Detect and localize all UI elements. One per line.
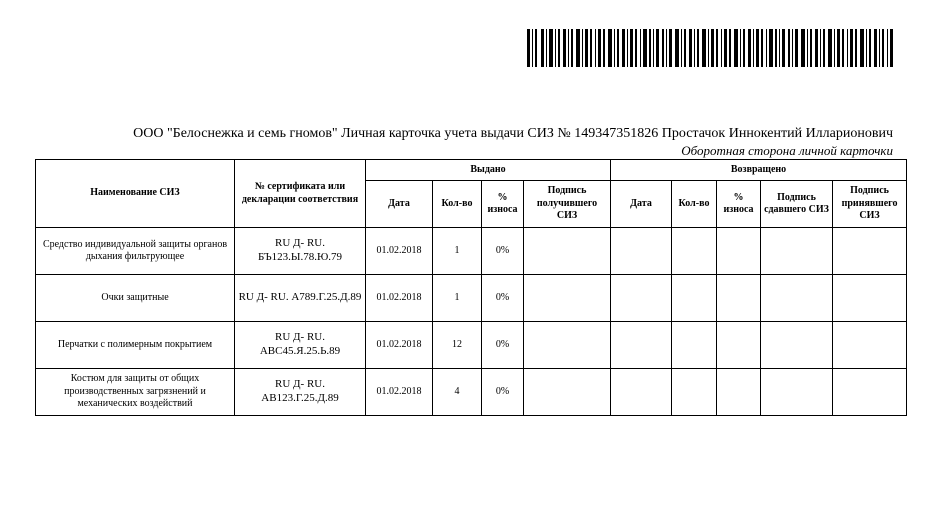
receiver-signature-cell (833, 275, 907, 322)
giver-signature-cell (761, 275, 833, 322)
issued-signature-cell (524, 369, 611, 416)
returned-date-cell (611, 322, 672, 369)
issued-wear: 0% (482, 275, 524, 322)
issued-qty: 1 (433, 228, 482, 275)
receiver-signature-cell (833, 369, 907, 416)
returned-qty-cell (672, 322, 717, 369)
returned-wear-cell (717, 322, 761, 369)
table-row (36, 228, 907, 275)
certificate-number: RU Д- RU. БЪ123.Ы.78.Ю.79 (235, 228, 366, 275)
col-header-cert: № сертификата или декларации соответствия (235, 160, 366, 228)
issued-date: 01.02.2018 (366, 322, 433, 369)
ppe-name: Костюм для защиты от общих производственных загрязнений и механических воздействий (36, 369, 235, 416)
returned-date-cell (611, 228, 672, 275)
col-header-name: Наименование СИЗ (36, 160, 235, 228)
returned-wear-cell (717, 228, 761, 275)
certificate-number: RU Д- RU. АВС45.Я.25.Ь.89 (235, 322, 366, 369)
issued-signature-cell (524, 322, 611, 369)
col-header-returned-date: Дата (611, 181, 672, 228)
issued-date: 01.02.2018 (366, 228, 433, 275)
issued-qty: 4 (433, 369, 482, 416)
card-title: ООО "Белоснежка и семь гномов" Личная карточка учета выдачи СИЗ № 149347351826 Простачок Иннокентий Илларионович (133, 126, 893, 141)
issued-date: 01.02.2018 (366, 369, 433, 416)
returned-date-cell (611, 275, 672, 322)
issued-wear: 0% (482, 322, 524, 369)
col-header-returned-giver-signature: Подпись сдавшего СИЗ (761, 181, 833, 228)
returned-qty-cell (672, 275, 717, 322)
giver-signature-cell (761, 228, 833, 275)
returned-wear-cell (717, 369, 761, 416)
issued-signature-cell (524, 228, 611, 275)
ppe-name: Очки защитные (36, 275, 235, 322)
issued-date: 01.02.2018 (366, 275, 433, 322)
col-header-issued-signature: Подпись получившего СИЗ (524, 181, 611, 228)
issued-qty: 1 (433, 275, 482, 322)
giver-signature-cell (761, 369, 833, 416)
col-header-returned-receiver-signature: Подпись принявшего СИЗ (833, 181, 907, 228)
issued-wear: 0% (482, 369, 524, 416)
barcode (527, 29, 893, 67)
issued-signature-cell (524, 275, 611, 322)
col-header-issued-wear: % износа (482, 181, 524, 228)
group-header-returned: Возвращено (611, 160, 907, 181)
returned-wear-cell (717, 275, 761, 322)
col-header-returned-wear: % износа (717, 181, 761, 228)
issuance-table (35, 159, 907, 416)
receiver-signature-cell (833, 228, 907, 275)
ppe-name: Средство индивидуальной защиты органов дыхания фильтрующее (36, 228, 235, 275)
certificate-number: RU Д- RU. А789.Г.25.Д.89 (235, 275, 366, 322)
table-row (36, 369, 907, 416)
giver-signature-cell (761, 322, 833, 369)
receiver-signature-cell (833, 322, 907, 369)
table-row (36, 275, 907, 322)
table-row (36, 322, 907, 369)
ppe-name: Перчатки с полимерным покрытием (36, 322, 235, 369)
returned-qty-cell (672, 369, 717, 416)
returned-date-cell (611, 369, 672, 416)
col-header-issued-date: Дата (366, 181, 433, 228)
col-header-issued-qty: Кол-во (433, 181, 482, 228)
col-header-returned-qty: Кол-во (672, 181, 717, 228)
card-subtitle: Оборотная сторона личной карточки (681, 143, 893, 158)
issued-qty: 12 (433, 322, 482, 369)
returned-qty-cell (672, 228, 717, 275)
issued-wear: 0% (482, 228, 524, 275)
certificate-number: RU Д- RU. АВ123.Г.25.Д.89 (235, 369, 366, 416)
group-header-issued: Выдано (366, 160, 611, 181)
